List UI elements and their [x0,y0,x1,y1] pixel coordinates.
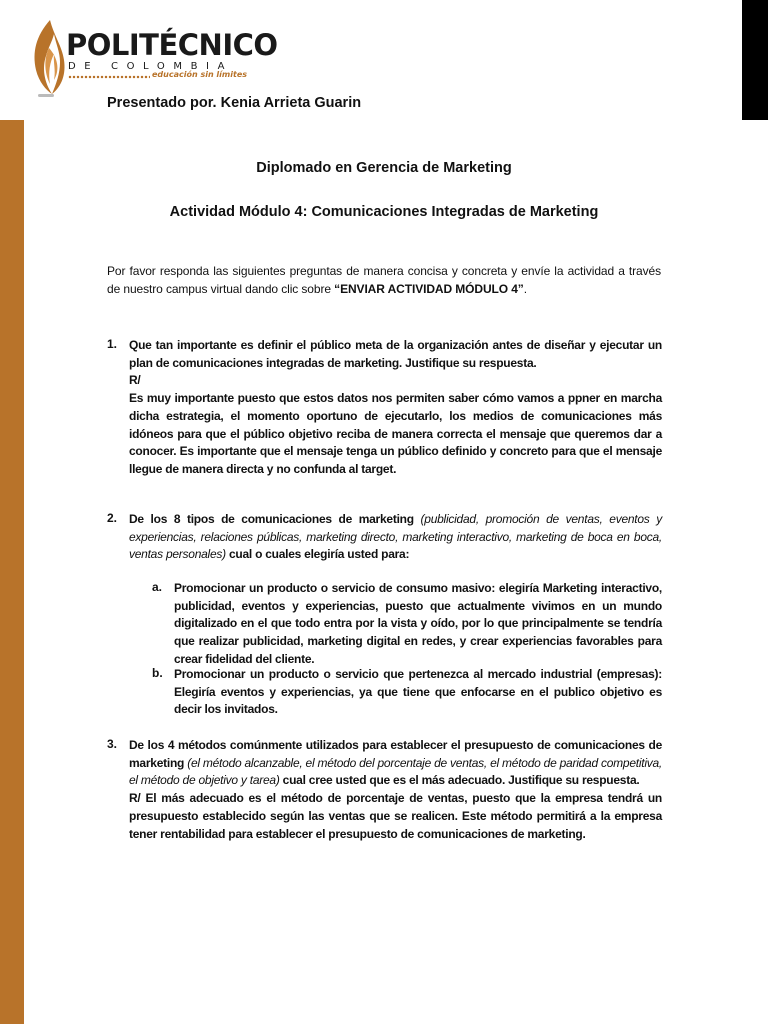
logo-subtitle: DE COLOMBIA [68,61,234,72]
question-1-text: Que tan importante es definir el público meta de la organización antes de diseñar y ejecutar un plan de comunicaciones integradas de marketing. Justifique su respuesta. [129,338,662,370]
question-1-answer: Es muy importante puesto que estos datos nos permiten saber cómo vamos a ppner en marcha dicha estrategia, el momento oportuno de ejecutarlo, los medios de comunicaciones más idóneos para que el público objetivo reciba de manera correcta el mensaje que queremos dar a conocer. Es importante que el mensaje tenga un público definido y concreto para que el mensaje llegue de manera directa y no confunda al target. [129,391,662,476]
politecnico-logo [28,14,278,100]
question-2-start: De los 8 tipos de comunicaciones de marketing [129,512,421,526]
logo-dash [38,94,54,97]
instructions-paragraph [107,263,661,298]
question-1 [129,337,662,479]
document-title: Diplomado en Gerencia de Marketing [256,160,512,176]
question-3-italic: (el método alcanzable, el método del porcentaje de ventas, el método de paridad competitiva, el método de objetivo y tarea) [129,755,662,788]
question-3 [129,737,662,843]
question-2a-text: Promocionar un producto o servicio de consumo masivo: elegiría Marketing interactivo, publicidad, eventos y experiencias, puesto que actualmente vivimos en un mundo digitalizado en el que todo entra por la vista y oído, por lo que principalmente se tendría que realizar publicidad, marketing digital en redes, y crear experiencias favorables para crear fidelidad del cliente. [174,581,662,666]
question-1-r-label: R/ [129,373,141,388]
question-3-number: 3. [107,737,118,751]
question-3-start: De los 4 métodos comúnmente utilizados para establecer el presupuesto de comunicaciones de marketing [129,738,662,770]
question-2-italic: (publicidad, promoción de ventas, eventos y experiencias, relaciones públicas, marketing directo, marketing interactivo, marketing de boca en boca, ventas personales) [129,512,663,562]
question-2-number: 2. [107,511,118,525]
question-2b-text: Promocionar un producto o servicio que pertenezca al mercado industrial (empresas): Elegiría eventos y experiencias, ya que tiene que enfocarse en el publico objetivo es decir los invitados. [174,667,662,717]
logo-name: POLITÉCNICO [66,28,278,62]
left-accent-bar [0,120,24,1024]
flame-icon [30,18,66,96]
logo-dots [68,73,150,81]
instructions-bold: “ENVIAR ACTIVIDAD MÓDULO 4” [334,281,524,296]
question-3-end: cual cree usted que es el más adecuado. Justifique su respuesta. [279,773,640,788]
question-2b-letter: b. [152,666,163,680]
instructions-text: Por favor responda las siguientes preguntas de manera concisa y concreta y envíe la actividad a través de nuestro campus virtual dando clic sobre [107,264,661,296]
question-2-end: cual o cuales elegiría usted para: [225,547,410,562]
question-2 [129,511,662,564]
question-3-answer: R/ El más adecuado es el método de porcentaje de ventas, puesto que la empresa tendrá un presupuesto establecido según las ventas que se realicen. Este método permitirá a la empresa tener rentabilidad para establecer el presupuesto de comunicaciones de marketing. [129,791,662,841]
presented-by: Presentado por. Kenia Arrieta Guarin [107,95,362,111]
question-1-number: 1. [107,337,118,351]
question-3-text [129,737,662,790]
logo-tagline: educación sin límites [152,70,248,79]
top-right-black-block [742,0,768,120]
document-subtitle: Actividad Módulo 4: Comunicaciones Integradas de Marketing [169,204,599,220]
question-2a-letter: a. [152,580,163,594]
instructions-end: . [523,281,527,296]
